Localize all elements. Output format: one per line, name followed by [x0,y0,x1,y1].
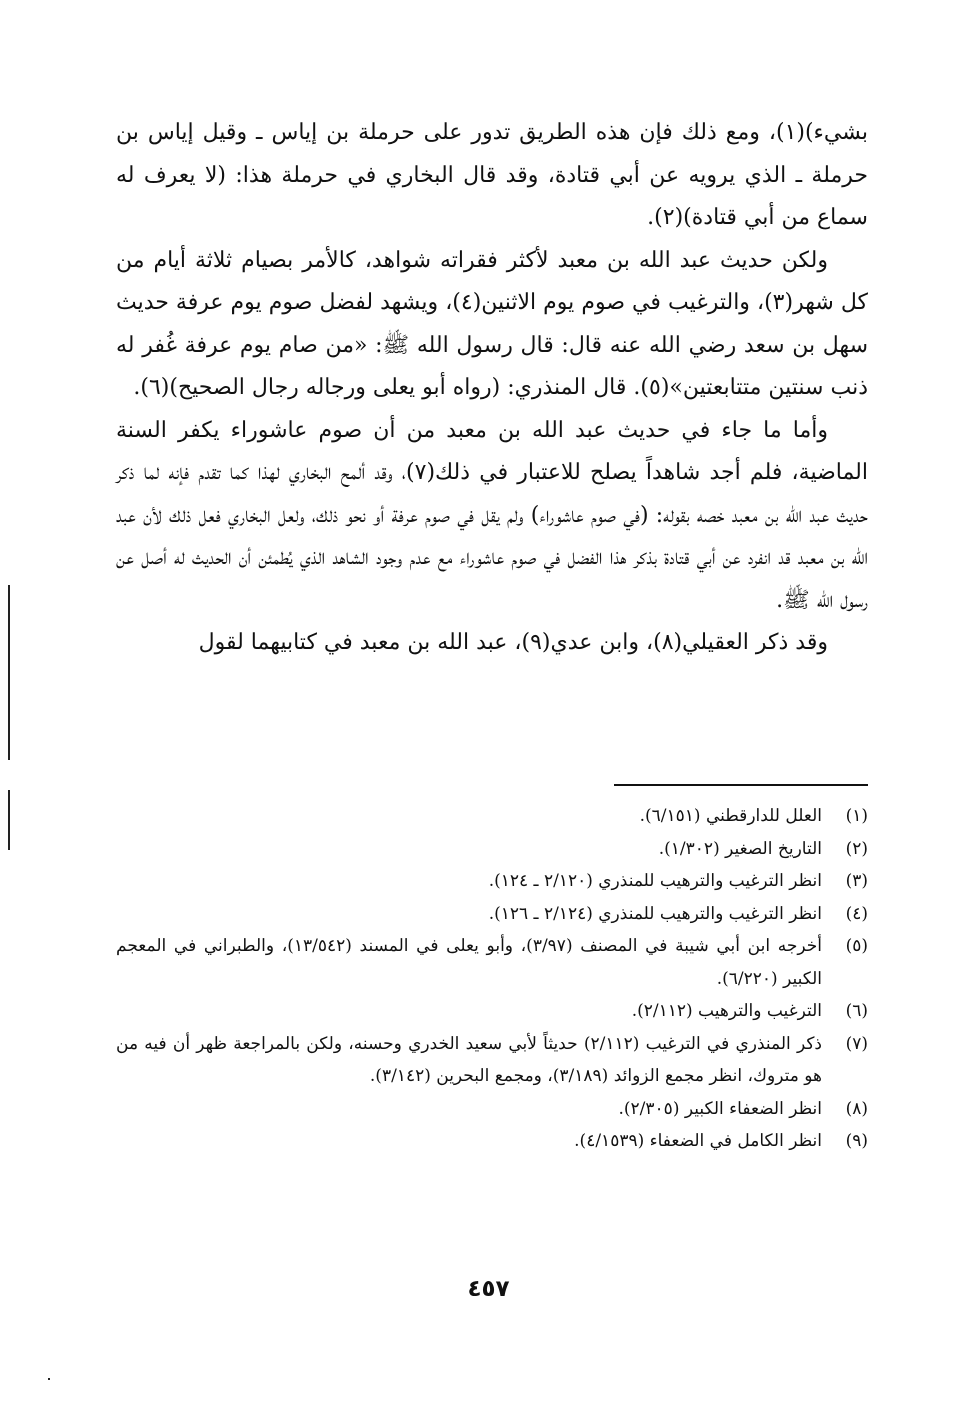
footnote-number: (٨) [845,1098,868,1119]
paragraph: بشيء)(١)، ومع ذلك فإن هذه الطريق تدور على حرملة بن إياس ـ وقيل إياس بن حرملة ـ الذي يرويه عن أبي قتادة، وقد قال البخاري في حرملة هذا: (لا يعرف له سماع من أبي قتادة)(٢). [116,120,868,230]
footnote [116,865,868,898]
footnote-number: (٥) [845,936,868,956]
footnote-text: انظر الترغيب والترهيب للمنذري (٢/١٢٤ ـ ١٢٦). [488,903,822,924]
main-text [116,112,868,665]
footnote-number: (٩) [845,1131,868,1151]
paragraph: وقد ذكر العقيلي(٨)، وابن عدي(٩)، عبد الله بن معبد في كتابيهما لقول [198,630,828,655]
scan-speck [48,1378,50,1380]
paragraph: ولكن حديث عبد الله بن معبد لأكثر فقراته شواهد، كالأمر بصيام ثلاثة أيام من كل شهر(٣)، والترغيب في صوم يوم الاثنين(٤)، ويشهد لفضل صوم يوم عرفة حديث سهل بن سعد رضي الله عنه قال: قال رسول الله ﷺ: «من صام يوم عرفة غُفر له ذنب سنتين متتابعتين»(٥). قال المنذري: (رواه أبو يعلى ورجاله رجال الصحيح)(٦). [116,247,868,400]
footnote [116,833,868,866]
footnote [116,1028,868,1093]
footnote-text: العلل للدارقطني (٦/١٥١). [639,806,822,826]
footnote-text: التاريخ الصغير (١/٣٠٢). [658,838,822,859]
paragraph: وأما ما جاء في حديث عبد الله بن معبد من أن صوم عاشوراء يكفر السنة الماضية، فلم أجد شاهداً يصلح للاعتبار في ذلك(٧)، وقد ألمح البخاري لهذا كما تقدم فإنه لما ذكر حديث عبد الله بن معبد خصه بقوله: (في صوم عاشوراء) ولم يقل في صوم عرفة أو نحو ذلك، ولعل البخاري فعل ذلك لأن عبد الله بن معبد قد انفرد عن أبي قتادة بذكر هذا الفضل في صوم عاشوراء مع عدم وجود الشاهد الذي يُطمئن أن الحديث له أصل عن رسول الله ﷺ. [116,417,868,613]
scan-edge-mark [8,585,10,760]
footnote-number: (٣) [845,871,868,891]
footnote-number: (٦) [845,1001,868,1021]
footnote-text: ذكر المنذري في الترغيب (٢/١١٢) حديثاً لأبي سعيد الخدري وحسنه، ولكن بالمراجعة ظهر أن فيه من هو متروك، انظر مجمع الزوائد (٣/١٨٩)، ومجمع البحرين (٣/١٤٢). [116,1033,823,1086]
footnote-text: أخرجه ابن أبي شيبة في المصنف (٣/٩٧)، وأبو يعلى في المسند (١٣/٥٤٢)، والطبراني في المعجم الكبير (٦/٢٢٠). [116,936,822,989]
footnote-text: انظر الترغيب والترهيب للمنذري (٢/١٢٠ ـ ١٢٤). [488,871,822,891]
footnote-number: (١) [845,806,868,826]
footnote [116,930,868,995]
footnote-text: انظر الضعفاء الكبير (٢/٣٠٥). [618,1098,822,1119]
footnote [116,995,868,1028]
footnote-number: (٢) [845,838,868,859]
footnote [116,898,868,931]
footnote-number: (٤) [845,903,868,924]
page-number: ٤٥٧ [467,1276,510,1302]
footnote [116,1125,868,1158]
footnote-text: الترغيب والترهيب (٢/١١٢). [631,1001,822,1021]
footnote [116,1093,868,1126]
footnote-text: انظر الكامل في الضعفاء (٤/١٥٣٩). [574,1131,822,1151]
footnote-separator [614,784,868,786]
footnote-number: (٧) [845,1033,868,1054]
footnote [116,800,868,833]
scan-edge-mark [8,790,10,850]
footnotes [116,800,868,1158]
